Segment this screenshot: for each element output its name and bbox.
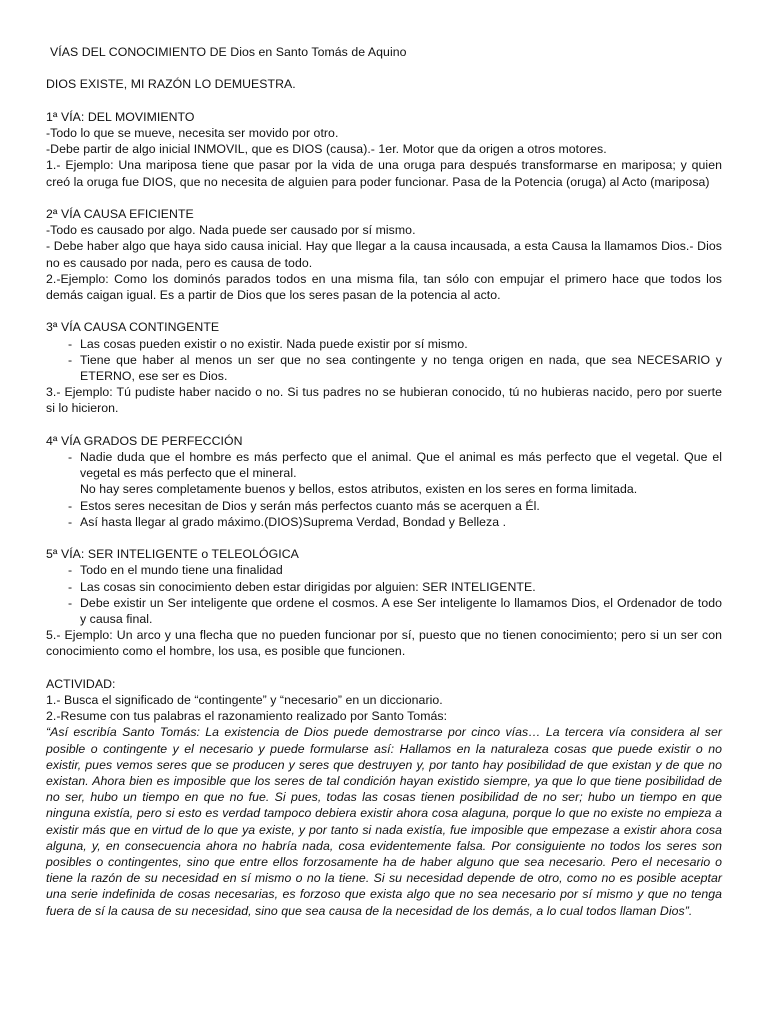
list-item: - Todo en el mundo tiene una finalidad xyxy=(68,563,283,578)
via-4-section xyxy=(46,433,722,530)
via-5-heading: 5ª VÍA: SER INTELIGENTE o TELEOLÓGICA xyxy=(46,547,299,562)
activity-question-1: 1.- Busca el significado de “contingente” y “necesario” en un diccionario. xyxy=(46,693,443,708)
via-2-line-1: -Todo es causado por algo. Nada puede ser causado por sí mismo. xyxy=(46,223,416,238)
activity-quote: “Así escribía Santo Tomás: La existencia de Dios puede demostrarse por cinco vías… La tercera vía considera al ser posible o contingente y el necesario y puede formularse así: Hallamos en la naturaleza cosas que puede existir o no existir, pues vemos seres que se producen y seres que destruyen y, por tanto hay posibilidad de que existan y de que no existan. Ahora bien es imposible que los seres de tal condición hayan existido siempre, ya que lo que tiene posibilidad de no ser, hubo un tiempo en que no fue. Si pues, todas las cosas tienen posibilidad de no ser; hubo un tiempo en que ninguna existía, pero si esto es verdad tampoco debiera existir ahora cosa alaguna, porque lo que no existe no empieza a existir más que en virtud de lo que ya existe, y por tanto si nada existía, fue imposible que empezase a existir ahora cosa alguna, y, en consecuencia ahora no habría nada, cosa evidentemente falsa. Por consiguiente no todos los seres son posibles o contingentes, sino que entre ellos forzosamente ha de haber alguno que sea necesario. Pero el necesario o tiene la razón de su necesidad en sí mismo o no la tiene. Si su necesidad depende de otro, como no es posible aceptar una serie indefinida de cosas necesarias, es forzoso que exista algo que no sea necesario por sí mismo y que no tenga fuera de sí la causa de su necesidad, sino que sea causa de la necesidad de los demás, a lo cual todos llaman Dios”. xyxy=(46,725,722,918)
via-2-line-2: - Debe haber algo que haya sido causa inicial. Hay que llegar a la causa incausada, a esta Causa la llamamos Dios.- Dios no es causado por nada, pero es causa de todo. xyxy=(46,239,722,270)
activity-question-2: 2.-Resume con tus palabras el razonamiento realizado por Santo Tomás: xyxy=(46,709,448,724)
activity-heading: ACTIVIDAD: xyxy=(46,676,116,691)
list-item-continuation: No hay seres completamente buenos y bellos, estos atributos, existen en los seres en forma limitada. xyxy=(80,482,638,497)
via-2-example: 2.-Ejemplo: Como los dominós parados todos en una misma fila, tan sólo con empujar el primero hace que todos los demás caigan igual. Es a partir de Dios que los seres pasan de la potencia al acto. xyxy=(46,271,722,302)
activity-section xyxy=(46,676,722,919)
document-subtitle: DIOS EXISTE, MI RAZÓN LO DEMUESTRA. xyxy=(46,77,296,92)
list-item: - Las cosas sin conocimiento deben estar dirigidas por alguien: SER INTELIGENTE. xyxy=(68,579,536,594)
list-item: - Estos seres necesitan de Dios y serán más perfectos cuanto más se acerquen a Él. xyxy=(68,498,540,513)
list-item: - Las cosas pueden existir o no existir. Nada puede existir por sí mismo. xyxy=(68,336,468,351)
list-item: - Debe existir un Ser inteligente que ordene el cosmos. A ese Ser inteligente lo llamamos Dios, el Ordenador de todo y causa final. xyxy=(68,595,722,627)
via-5-example: 5.- Ejemplo: Un arco y una flecha que no pueden funcionar por sí, puesto que no tienen conocimiento; pero si un ser con conocimiento como el hombre, los usa, es posible que funcionen. xyxy=(46,628,722,659)
via-5-section xyxy=(46,546,722,659)
list-item: - Tiene que haber al menos un ser que no sea contingente y no tenga origen en nada, que sea NECESARIO y ETERNO, ese ser es Dios. xyxy=(68,352,722,383)
via-2-section xyxy=(46,206,722,303)
list-item: - Nadie duda que el hombre es más perfecto que el animal. Que el animal es más perfecto que el vegetal. Que el vegetal es más perfecto que el mineral. xyxy=(68,450,722,481)
via-2-heading: 2ª VÍA CAUSA EFICIENTE xyxy=(46,206,194,221)
via-1-example: 1.- Ejemplo: Una mariposa tiene que pasar por la vida de una oruga para después transformarse en mariposa; y quien creó la oruga fue DIOS, que no necesita de alguien para poder funcionar. Pasa de la Potencia (oruga) al Acto (mariposa) xyxy=(46,158,722,189)
via-3-example: 3.- Ejemplo: Tú pudiste haber nacido o no. Si tus padres no se hubieran conocido, tú no hubieras nacido, pero por suerte si lo hicieron. xyxy=(46,385,722,416)
via-1-line-1: -Todo lo que se mueve, necesita ser movido por otro. xyxy=(46,125,339,140)
via-1-line-2: -Debe partir de algo inicial INMOVIL, que es DIOS (causa).- 1er. Motor que da origen a otros motores. xyxy=(46,142,607,157)
list-item: - Así hasta llegar al grado máximo.(DIOS)Suprema Verdad, Bondad y Belleza . xyxy=(68,514,507,529)
via-3-heading: 3ª VÍA CAUSA CONTINGENTE xyxy=(46,320,220,335)
via-4-heading: 4ª VÍA GRADOS DE PERFECCIÓN xyxy=(46,433,243,448)
document-title: VÍAS DEL CONOCIMIENTO DE Dios en Santo Tomás de Aquino xyxy=(50,45,407,59)
via-1-section xyxy=(46,109,722,190)
document-page xyxy=(46,44,722,919)
via-3-section xyxy=(46,319,722,416)
via-1-heading: 1ª VÍA: DEL MOVIMIENTO xyxy=(46,109,195,124)
